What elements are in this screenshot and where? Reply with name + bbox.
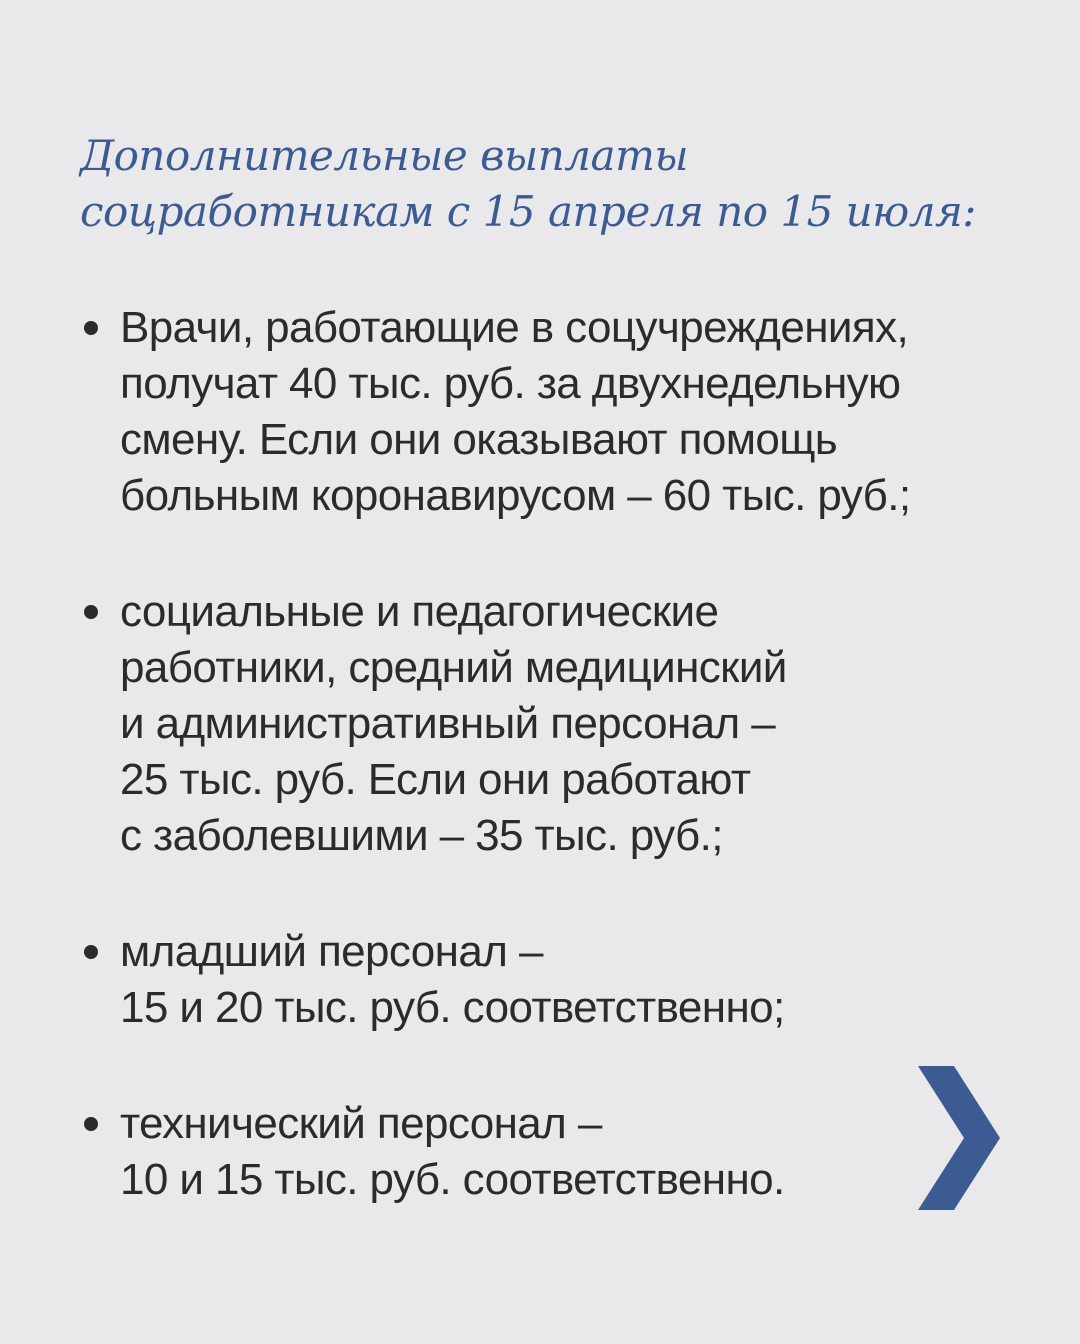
page-title — [80, 128, 1040, 240]
list-item-line: работники, средний медицинский — [120, 643, 787, 692]
list-item-line: Врачи, работающие в соцучреждениях, — [120, 303, 909, 352]
title-line-2: соцработникам с 15 апреля по 15 июля: — [80, 187, 976, 236]
list-item-line: младший персонал – — [120, 927, 543, 976]
list-item-line: и административный персонал – — [120, 699, 776, 748]
title-line-1: Дополнительные выплаты — [80, 131, 689, 180]
payments-list — [82, 300, 1022, 1208]
list-item-line: 15 и 20 тыс. руб. соответственно; — [120, 983, 785, 1032]
bullet-icon — [84, 321, 98, 335]
bullet-icon — [84, 605, 98, 619]
list-item-line: социальные и педагогические — [120, 587, 719, 636]
chevron-right-icon[interactable] — [918, 1066, 1000, 1210]
list-item — [82, 584, 1022, 864]
list-item-line: 25 тыс. руб. Если они работают — [120, 755, 751, 804]
bullet-icon — [84, 1117, 98, 1131]
list-item — [82, 924, 1022, 1036]
list-item-line: больным коронавирусом – 60 тыс. руб.; — [120, 471, 911, 520]
list-item — [82, 300, 1022, 524]
list-item-line: 10 и 15 тыс. руб. соответственно. — [120, 1155, 785, 1204]
list-item — [82, 1096, 1022, 1208]
list-item-line: технический персонал – — [120, 1099, 602, 1148]
list-item-line: смену. Если они оказывают помощь — [120, 415, 838, 464]
bullet-icon — [84, 945, 98, 959]
list-item-line: получат 40 тыс. руб. за двухнедельную — [120, 359, 901, 408]
list-item-line: с заболевшими – 35 тыс. руб.; — [120, 811, 723, 860]
